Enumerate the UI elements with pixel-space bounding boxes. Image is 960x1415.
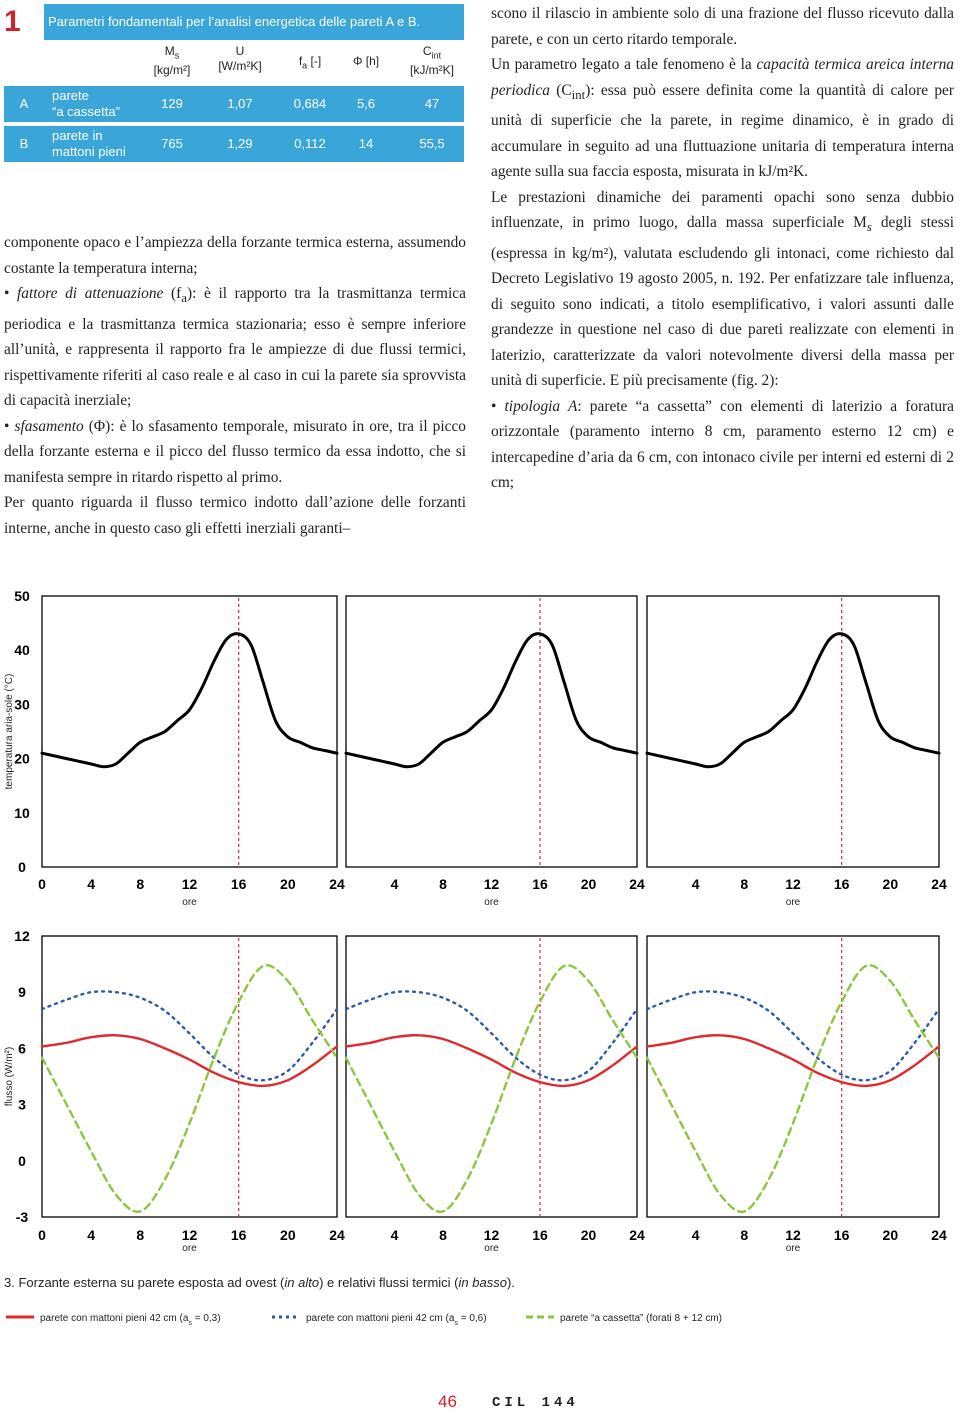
x-tick-label: 0 xyxy=(38,876,46,892)
x-tick-label: 20 xyxy=(280,1227,296,1243)
x-tick-label: 4 xyxy=(691,876,700,892)
row-id: A xyxy=(19,96,29,111)
paragraph: componente opaco e l’ampiezza della forzante termica esterna, assumendo costante la temperatura interna; xyxy=(4,234,466,277)
legend-label: parete con mattoni pieni 42 cm $(a_s = 0,6)$ xyxy=(306,1313,487,1327)
term: capacità termica areica interna periodica xyxy=(491,56,954,99)
table-cell: 129 xyxy=(161,96,183,111)
y-tick-label: 6 xyxy=(18,1040,26,1057)
x-tick-label: 12 xyxy=(181,876,198,892)
x-tick-label: 4 xyxy=(87,1227,96,1243)
text: Le prestazioni dinamiche dei paramenti opachi sono senza dubbio influenzate, in primo luogo, dalla massa superficiale M xyxy=(491,188,954,232)
paragraph: scono il rilascio in ambiente solo di una frazione del flusso ricevuto dalla parete, e con un certo ritardo temporale. xyxy=(491,5,954,48)
text: Un parametro legato a tale fenomeno è la xyxy=(491,56,757,73)
text: degli stessi (espressa in kg/m²), valutata escludendo gli intonaci, come richiesto dal Decreto Legislativo 19 agosto 2005, n. 192. Per enfatizzare tale influenza, di seguito sono indicati, a titolo esemplificativo, i valori assunti dalle grandezze in questione nel caso di due pareti realizzate con elementi in laterizio, caratterizzate da valori notevolmente diversi della massa per unità di superficie. E più precisamente (fig. 2): xyxy=(491,214,954,390)
x-tick-label: 16 xyxy=(230,876,247,892)
table-cell: 0,112 xyxy=(294,136,326,151)
table-header-cell: $C_{int}$ [kJ/m²K] xyxy=(410,44,454,78)
table-cell: 55,5 xyxy=(419,136,445,151)
series-line xyxy=(42,634,337,767)
x-tick-label: 8 xyxy=(740,1227,749,1243)
figure-charts xyxy=(0,570,960,1270)
x-tick-label: 20 xyxy=(882,876,899,892)
legend-label: parete con mattoni pieni 42 cm $(a_s = 0,3)$ xyxy=(40,1313,221,1327)
x-tick-label: 20 xyxy=(580,876,597,892)
x-tick-label: 24 xyxy=(329,1227,345,1243)
bullet-term: tipologia A xyxy=(504,397,578,415)
table-cell: 1,29 xyxy=(227,136,253,151)
series-line xyxy=(346,965,637,1212)
plot-frame xyxy=(42,596,337,867)
table-header-cell: Φ [h] xyxy=(352,54,380,68)
row-id: B xyxy=(19,136,29,151)
series-line xyxy=(346,991,637,1080)
y-axis-label: flusso (W/m²) xyxy=(4,1046,15,1107)
x-axis-label: ore xyxy=(785,897,801,908)
series-line xyxy=(647,1035,939,1086)
table-cell: 0,684 xyxy=(293,96,327,111)
magazine-name: CIL 144 xyxy=(492,1395,579,1411)
x-tick-label: 24 xyxy=(629,1227,645,1243)
table-cell: 47 xyxy=(424,96,440,111)
x-tick-label: 20 xyxy=(580,1227,597,1243)
x-tick-label: 8 xyxy=(439,876,447,892)
x-tick-label: 4 xyxy=(390,1227,399,1243)
series-line xyxy=(647,965,939,1212)
table-cell: 5,6 xyxy=(356,96,376,111)
plot-frame xyxy=(346,596,637,867)
x-tick-label: 16 xyxy=(230,1227,247,1243)
x-axis-label: ore xyxy=(484,1243,499,1254)
figure-legend xyxy=(0,1304,960,1330)
x-axis-label: ore xyxy=(785,1243,801,1254)
series-line xyxy=(42,991,337,1080)
series-line xyxy=(42,965,337,1212)
plot-frame xyxy=(647,596,939,867)
bullet-text: (Φ): è lo sfasamento temporale, misurato in ore, tra il picco della forzante esterna e il picco del flusso termico da essa indotto, che si manifesta sempre in ritardo rispetto al primo. xyxy=(4,417,466,486)
x-tick-label: 8 xyxy=(740,876,749,892)
x-tick-label: 24 xyxy=(931,876,947,892)
table-cell: 14 xyxy=(358,136,374,151)
x-axis-label: ore xyxy=(484,897,499,908)
y-axis-label: temperatura aria-sole (°C) xyxy=(4,673,15,790)
bullet-fattore: • fattore di attenuazione $(f_a)$: è il rapporto tra la trasmittanza termica periodica e la trasmittanza termica stazionaria; esso è sempre inferiore all’unità, e rappresenta il rapporto fra le ampiezze di due flussi termici, rispettivamente riferiti al caso reale e al caso in cui la parete sia sprovvista di capacità inerziale; xyxy=(4,285,466,410)
page-number: 46 xyxy=(438,1392,457,1411)
y-tick-label: -3 xyxy=(15,1209,29,1225)
x-tick-label: 20 xyxy=(882,1227,899,1243)
bullet-sym: (f xyxy=(171,285,182,302)
y-tick-label: 10 xyxy=(14,804,30,821)
sub: s xyxy=(866,220,872,235)
y-tick-label: 0 xyxy=(18,1152,26,1169)
x-tick-label: 4 xyxy=(390,876,399,892)
y-tick-label: 40 xyxy=(14,642,30,659)
bullet-text: : parete “a cassetta” con elementi di laterizio a foratura orizzontale (paramento interno 8 cm, paramento esterno 12 cm) e intercapedine d’aria da 6 cm, con intonaco civile per interni ed esterni di 2 cm; xyxy=(491,397,954,492)
y-tick-label: 9 xyxy=(18,984,26,1001)
x-tick-label: 16 xyxy=(532,876,548,892)
row-label: parete in mattoni pieni xyxy=(52,128,126,159)
table-number: 1 xyxy=(4,5,21,38)
paragraph xyxy=(491,52,954,185)
x-tick-label: 20 xyxy=(280,876,296,892)
x-tick-label: 24 xyxy=(931,1227,947,1243)
x-tick-label: 12 xyxy=(181,1227,198,1243)
x-tick-label: 4 xyxy=(87,876,96,892)
y-tick-label: 3 xyxy=(18,1096,26,1113)
table-header-cell: $M_s$ [kg/m²] xyxy=(153,44,191,78)
x-tick-label: 8 xyxy=(439,1227,447,1243)
right-column xyxy=(491,1,954,496)
paragraph xyxy=(491,185,954,394)
y-tick-label: 30 xyxy=(14,696,30,713)
x-tick-label: 12 xyxy=(483,1227,500,1243)
x-axis-label: ore xyxy=(182,897,197,908)
series-line xyxy=(42,1035,337,1086)
x-tick-label: 16 xyxy=(833,876,850,892)
x-tick-label: 8 xyxy=(136,876,145,892)
x-tick-label: 12 xyxy=(785,876,801,892)
table-row xyxy=(4,86,464,122)
x-tick-label: 12 xyxy=(785,1227,801,1243)
table-cell: 1,07 xyxy=(227,96,253,111)
bullet-text: ): è il rapporto tra la trasmittanza termica periodica e la trasmittanza termica stazionaria; esso è sempre inferiore all’unità, e rappresenta il rapporto fra le ampiezze di due flussi termici, rispettivamente riferiti al caso reale e al caso in cui la parete sia sprovvista di capacità inerziale; xyxy=(4,285,466,410)
bullet-sub: a xyxy=(181,291,187,306)
x-tick-label: 12 xyxy=(483,876,500,892)
figure-caption: 3. Forzante esterna su parete esposta ad ovest (in alto) e relativi flussi termici (in basso). xyxy=(4,1275,515,1290)
bullet-tipologia: • tipologia A: parete “a cassetta” con elementi di laterizio a foratura orizzontale (paramento interno 8 cm, paramento esterno 12 cm) e intercapedine d’aria da 6 cm, con intonaco civile per interni ed esterni di 2 cm; xyxy=(491,397,954,492)
series-line xyxy=(346,634,637,767)
x-tick-label: 16 xyxy=(833,1227,850,1243)
bullet-term: fattore di attenuazione xyxy=(17,285,164,302)
sub: int xyxy=(571,87,586,102)
x-axis-label: ore xyxy=(182,1243,197,1254)
left-column xyxy=(4,230,466,541)
y-tick-label: 20 xyxy=(14,750,30,767)
x-tick-label: 8 xyxy=(136,1227,145,1243)
row-label: parete “a cassetta” xyxy=(52,88,120,119)
x-tick-label: 24 xyxy=(329,876,345,892)
y-tick-label: 50 xyxy=(14,588,30,604)
table-title: Parametri fondamentali per l’analisi energetica delle pareti A e B. xyxy=(44,4,464,40)
series-line xyxy=(647,991,939,1080)
series-line xyxy=(647,634,939,767)
x-tick-label: 16 xyxy=(532,1227,548,1243)
table-header-cell: U [W/m²K] xyxy=(218,44,262,73)
y-tick-label: 0 xyxy=(18,859,26,875)
table-row xyxy=(4,126,464,162)
x-tick-label: 4 xyxy=(691,1227,700,1243)
table-header-cell: $f_a$ [-] xyxy=(298,54,322,71)
text: ): essa può essere definita come la quantità di calore per unità di superficie che la parete, in regime dinamico, è in grado di accumulare in seguito ad una fluttuazione unitaria di temperatura interna agente sulla sua faccia esposta, misurata in kJ/m²K. xyxy=(491,81,954,181)
y-tick-label: 12 xyxy=(14,928,30,944)
legend-label: parete “a cassetta” (forati 8 + 12 cm) xyxy=(560,1313,723,1324)
x-tick-label: 24 xyxy=(629,876,645,892)
table-cell: 765 xyxy=(161,136,183,151)
series-line xyxy=(346,1035,637,1086)
paragraph: Per quanto riguarda il flusso termico indotto dall’azione delle forzanti interne, anche in questo caso gli effetti inerziali garanti– xyxy=(4,494,466,537)
x-tick-label: 0 xyxy=(38,1227,46,1243)
bullet-sfasamento: • sfasamento (Φ): è lo sfasamento temporale, misurato in ore, tra il picco della forzante esterna e il picco del flusso termico da essa indotto, che si manifesta sempre in ritardo rispetto al primo. xyxy=(4,417,466,486)
text: (C xyxy=(550,81,572,99)
bullet-term: sfasamento xyxy=(14,417,84,435)
